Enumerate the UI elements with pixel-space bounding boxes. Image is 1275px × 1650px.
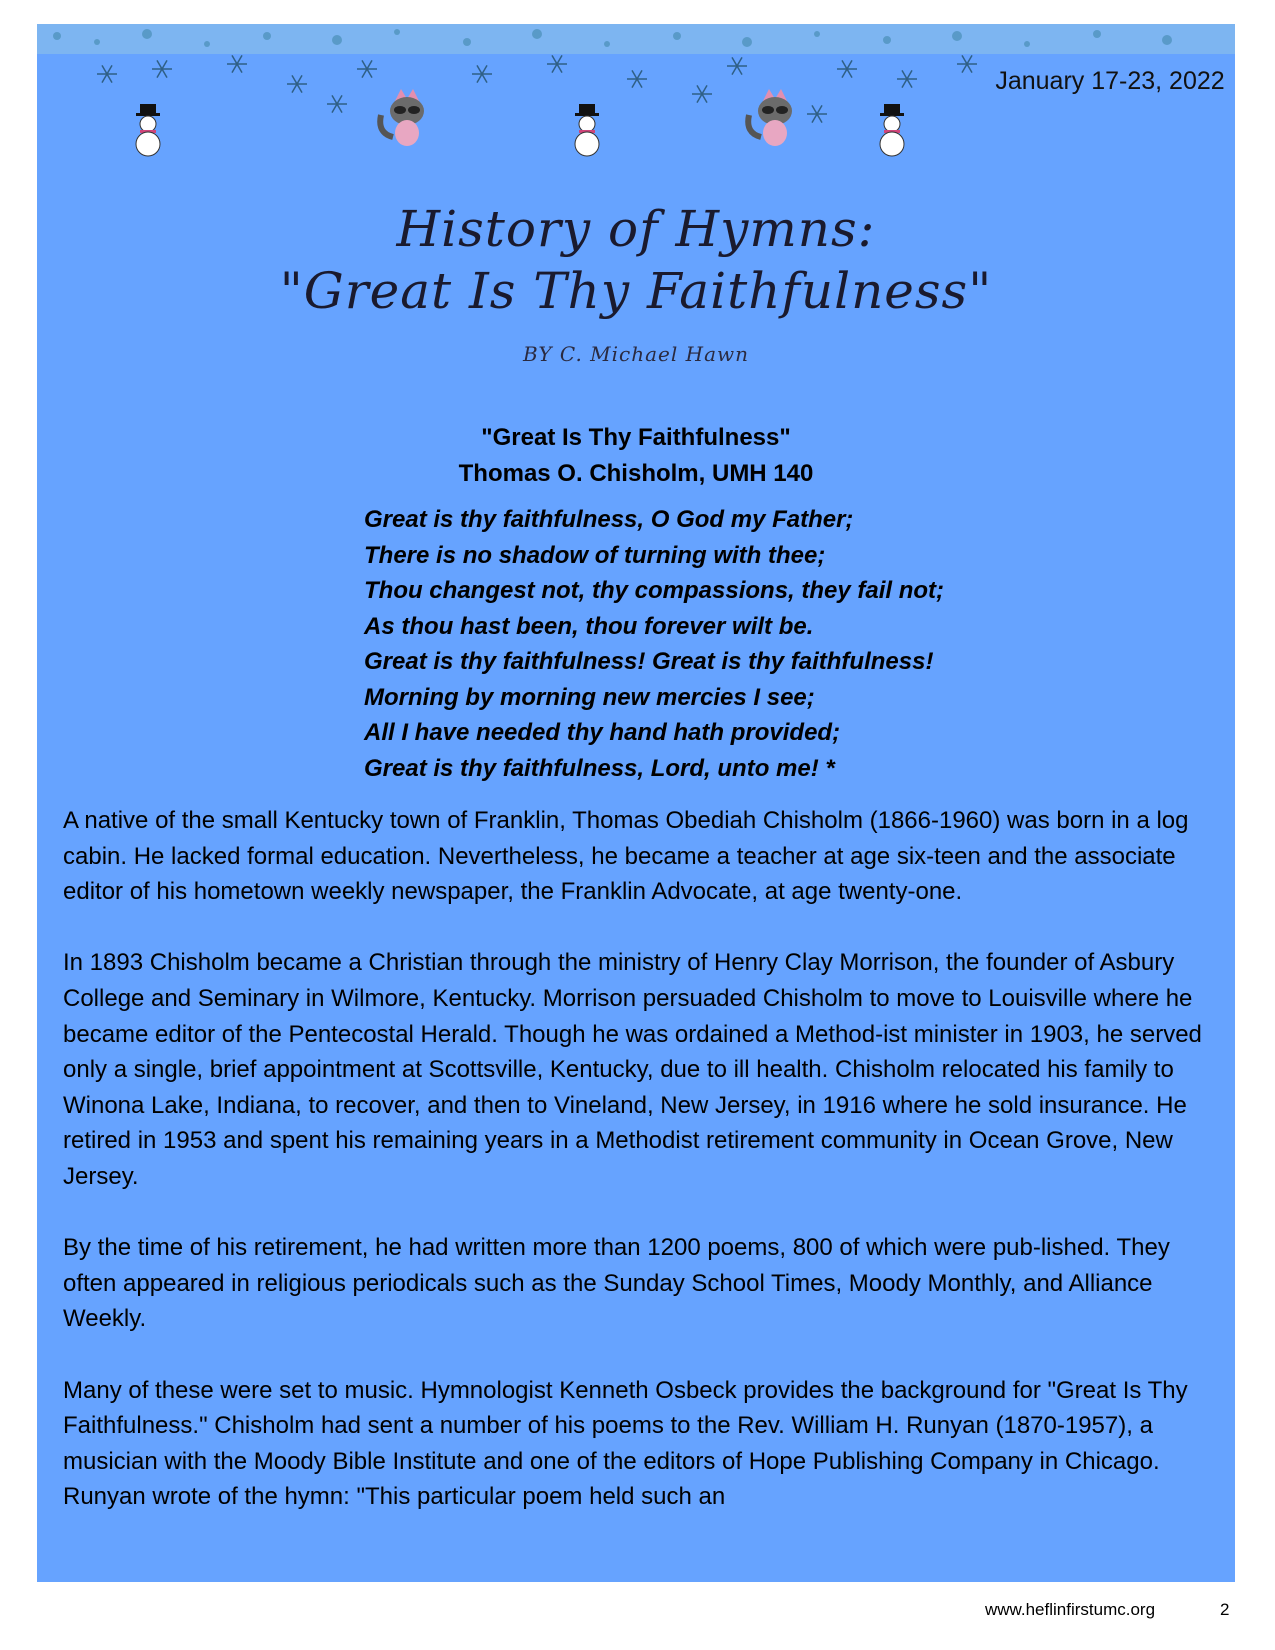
hymn-title: "Great Is Thy Faithfulness" (481, 424, 791, 451)
footer-page-number: 2 (1220, 1600, 1230, 1619)
article-title (37, 198, 1235, 322)
hymn-author: Thomas O. Chisholm, UMH 140 (458, 460, 814, 487)
snowman-icon (880, 104, 904, 156)
body-paragraph: In 1893 Chisholm became a Christian through the ministry of Henry Clay Morrison, the founder of Asbury College and Seminary in Wilmore, Kentucky. Morrison persuaded Chisholm to move to Louisville where he became editor of the Pentecostal Herald. Though he was ordained a Method-ist minister in 1903, he served only a single, brief appointment at Scottsville, Kentucky, due to ill health. Chisholm relocated his family to Winona Lake, Indiana, to recover, and then to Vineland, New Jersey, in 1916 where he sold insurance. He retired in 1953 and spent his remaining years in a Methodist retirement community in Ocean Grove, New Jersey. (63, 949, 1202, 1190)
verse-line: Thou changest not, thy compassions, they fail not; (364, 577, 945, 604)
article-title-line1: History of Hymns: (396, 200, 876, 258)
article-title-line2: "Great Is Thy Faithfulness" (279, 262, 993, 320)
issue-date: January 17-23, 2022 (995, 67, 1225, 95)
verse-line: Morning by morning new mercies I see; (364, 683, 815, 711)
snowman-icon (575, 104, 599, 156)
raccoon-icon (380, 89, 424, 146)
verse-line: Great is thy faithfulness, O God my Father; (364, 506, 854, 533)
winter-decoration-banner (37, 24, 1235, 174)
body-paragraph: Many of these were set to music. Hymnologist Kenneth Osbeck provides the background for "Great Is Thy Faithfulness." Chisholm had sent a number of his poems to the Rev. William H. Runyan (1870-1957), a musician with the Moody Bible Institute and one of the editors of Hope Publishing Company in Chicago. Runyan wrote of the hymn: "This particular poem held such an (63, 1376, 1188, 1511)
body-paragraph: By the time of his retirement, he had written more than 1200 poems, 800 of which were pub-lished. They often appeared in religious periodicals such as the Sunday School Times, Moody Monthly, and Alliance Weekly. (63, 1234, 1170, 1333)
body-paragraph: A native of the small Kentucky town of Franklin, Thomas Obediah Chisholm (1866-1960) was born in a log cabin. He lacked formal education. Nevertheless, he became a teacher at age six-teen and the associate editor of his hometown weekly newspaper, the Franklin Advocate, at age twenty-one. (63, 807, 1189, 906)
snowman-icon (136, 104, 160, 156)
article-byline: BY C. Michael Hawn (522, 342, 750, 366)
hymn-heading (37, 420, 1235, 492)
footer-website-link[interactable]: www.heflinfirstumc.org (984, 1600, 1156, 1619)
raccoon-icon (748, 89, 792, 146)
hymn-verse (364, 502, 1164, 786)
verse-line: Great is thy faithfulness, Lord, unto me! * (364, 754, 835, 782)
verse-line: All I have needed thy hand hath provided; (364, 719, 841, 746)
verse-line: As thou hast been, thou forever wilt be. (364, 612, 814, 640)
article-body (63, 803, 1213, 1550)
verse-line: Great is thy faithfulness! Great is thy faithfulness! (364, 648, 934, 675)
verse-line: There is no shadow of turning with thee; (364, 541, 826, 569)
